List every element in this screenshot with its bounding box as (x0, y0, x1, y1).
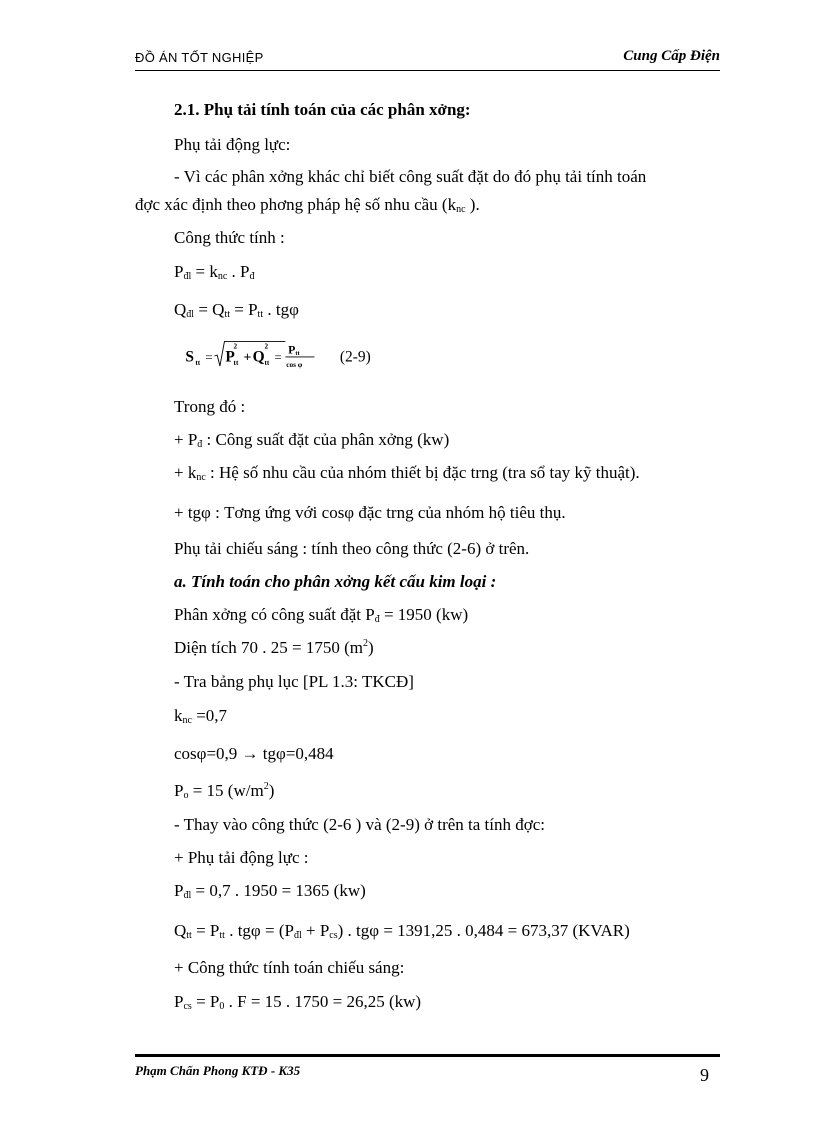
subsection-heading: a. Tính toán cho phân xởng kết cấu kim loại : (174, 572, 497, 591)
formula-pdl: $P_{đl} = k_{nc}$ . $P_đ$ (174, 262, 255, 282)
text-line: Công thức tính : (174, 228, 285, 247)
svg-text:+: + (243, 349, 252, 365)
text-line: + $P_đ$ : Công suất đặt của phân xởng (kw) (174, 430, 450, 450)
svg-text:tt: tt (195, 359, 201, 368)
text-line: $k_{nc} =0,7$ (174, 706, 228, 726)
text-line: - Tra bảng phụ lục [PL 1.3: TKCĐ] (174, 672, 414, 691)
svg-text:Q: Q (252, 348, 265, 366)
text-line: Phụ tải động lực: (174, 135, 291, 154)
svg-text:tt: tt (295, 350, 300, 358)
text-line: + tgφ : Tơng ứng với cosφ đặc trng của nhóm hộ tiêu thụ. (174, 503, 566, 522)
header-subject: Cung Cấp Điện (623, 48, 720, 64)
text-line: cosφ=0,9 → tgφ=0,484 (174, 744, 334, 763)
footer-divider (135, 1054, 720, 1057)
section-heading: 2.1. Phụ tải tính toán của các phân xởng: (174, 100, 471, 119)
formula-stt (174, 336, 424, 376)
svg-text:P: P (288, 342, 296, 357)
text-line: Diện tích 70 . 25 = 1750 $(m^2)$ (174, 638, 374, 657)
svg-text:S: S (185, 348, 194, 366)
svg-text:2: 2 (264, 342, 269, 351)
svg-text:=: = (274, 350, 282, 365)
text-line: + Công thức tính toán chiếu sáng: (174, 958, 405, 977)
text-line: Phân xởng có công suất đặt $P_đ = 1950$ (kw) (174, 605, 469, 625)
text-line: - Vì các phân xởng khác chỉ biết công suất đặt do đó phụ tải tính toán (174, 167, 647, 186)
text-line: đợc xác định theo phơng pháp hệ số nhu cầu ($k_{nc}$ ). (135, 195, 480, 215)
text-line: Trong đó : (174, 397, 246, 416)
text-line: $P_{đl} = 0,7$ . 1950 = 1365 (kw) (174, 881, 366, 901)
text-line: $Q_{tt} = P_{tt}$ . $tg\varphi = (P_{đl} + P_{cs})$ . tgφ = 1391,25 . 0,484 = 673,37 (KVAR) (174, 921, 630, 941)
svg-text:(2-9): (2-9) (339, 348, 371, 366)
header-title: ĐỒ ÁN TỐT NGHIỆP (135, 50, 264, 65)
text-line: + $k_{nc}$ : Hệ số nhu cầu của nhóm thiết bị đặc trng (tra sổ tay kỹ thuật). (174, 463, 640, 483)
footer-author: Phạm Chấn Phong KTĐ - K35 (135, 1063, 301, 1078)
svg-text:=: = (205, 350, 213, 365)
svg-text:2: 2 (233, 342, 238, 351)
formula-qdl: $Q_{đl} = Q_{tt} = P_{tt}$ . tgφ (174, 300, 299, 320)
page-number: 9 (700, 1065, 709, 1085)
text-line: $P_{cs} = P_0$ . F = 15 . 1750 = 26,25 (kw) (174, 992, 422, 1012)
text-line: $P_o = 15$ $(w/m^2)$ (174, 781, 275, 801)
svg-text:tt: tt (233, 359, 239, 368)
page-header (135, 48, 720, 70)
text-line: + Phụ tải động lực : (174, 848, 309, 867)
svg-text:cos φ: cos φ (286, 360, 303, 369)
text-line: Phụ tải chiếu sáng : tính theo công thức (2-6) ở trên. (174, 539, 530, 558)
text-line: - Thay vào công thức (2-6 ) và (2-9) ở trên ta tính đợc: (174, 815, 546, 834)
svg-text:P: P (225, 348, 235, 366)
svg-text:tt: tt (264, 359, 270, 368)
header-divider (135, 70, 720, 71)
